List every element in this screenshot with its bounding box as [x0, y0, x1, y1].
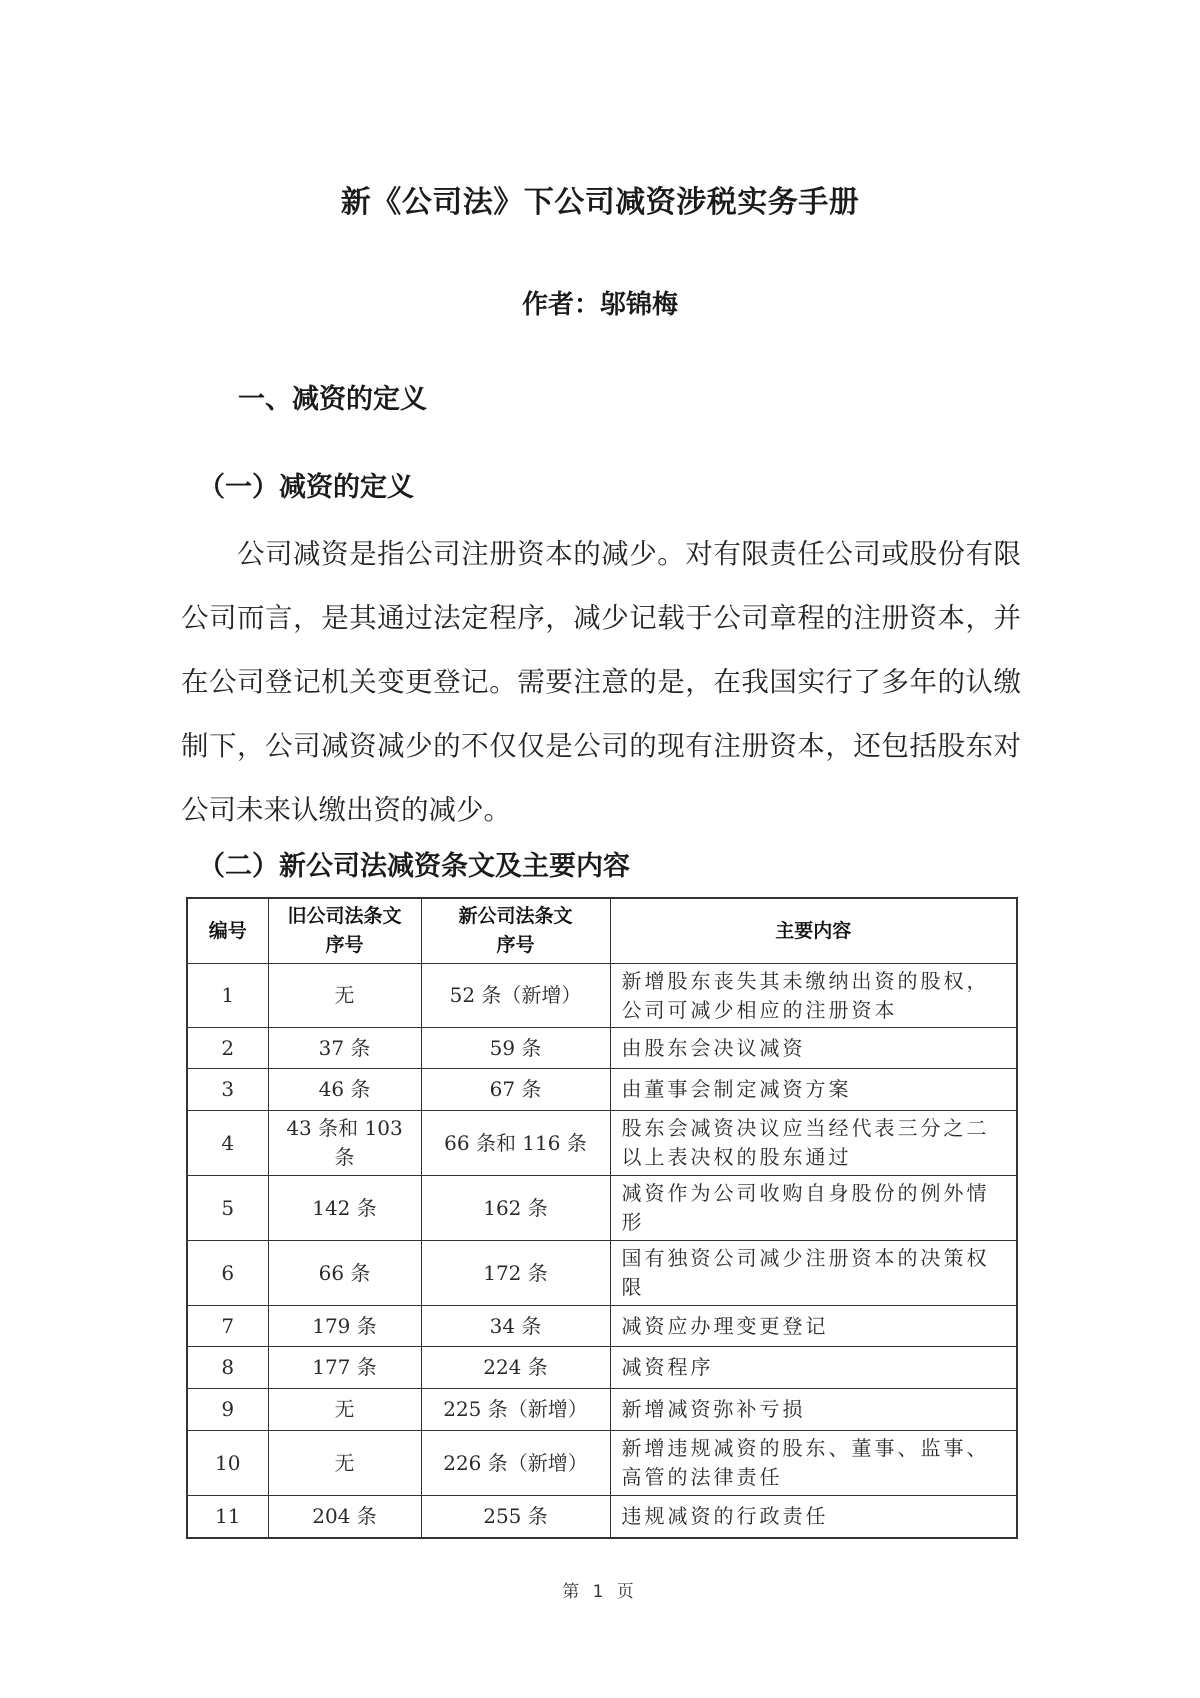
header-new-article: [421, 898, 610, 964]
table-row: [187, 964, 1017, 1028]
cell-no: 2: [187, 1028, 268, 1069]
subsection-heading-definition: （一）减资的定义: [198, 472, 414, 503]
cell-old: 37 条: [268, 1028, 421, 1069]
table-row: [187, 1069, 1017, 1111]
cell-content: 由董事会制定减资方案: [610, 1069, 1017, 1111]
cell-content: 新增股东丧失其未缴纳出资的股权，公司可减少相应的注册资本: [610, 964, 1017, 1028]
cell-content: 股东会减资决议应当经代表三分之二以上表决权的股东通过: [610, 1111, 1017, 1176]
table-row: [187, 1176, 1017, 1241]
cell-no: 1: [187, 964, 268, 1028]
cell-no: 6: [187, 1241, 268, 1306]
cell-new: 226 条（新增）: [421, 1431, 610, 1496]
table-row: [187, 1389, 1017, 1431]
cell-no: 11: [187, 1496, 268, 1538]
table-row: [187, 1241, 1017, 1306]
cell-new: 162 条: [421, 1176, 610, 1241]
header-no: 编号: [187, 898, 268, 964]
cell-content: 由股东会决议减资: [610, 1028, 1017, 1069]
cell-content: 减资程序: [610, 1347, 1017, 1389]
cell-new: 34 条: [421, 1306, 610, 1347]
cell-content: 新增减资弥补亏损: [610, 1389, 1017, 1431]
table-row: [187, 1496, 1017, 1538]
cell-content: 违规减资的行政责任: [610, 1496, 1017, 1538]
cell-old: 无: [268, 964, 421, 1028]
cell-content: 减资应办理变更登记: [610, 1306, 1017, 1347]
cell-old: 177 条: [268, 1347, 421, 1389]
subsection-heading-articles: （二）新公司法减资条文及主要内容: [198, 851, 630, 882]
page-number: 第 1 页: [562, 1582, 638, 1602]
document-title: 新《公司法》下公司减资涉税实务手册: [340, 185, 860, 220]
cell-old: 无: [268, 1389, 421, 1431]
table-row: [187, 1111, 1017, 1176]
table-row: [187, 1028, 1017, 1069]
table-row: [187, 1347, 1017, 1389]
cell-no: 9: [187, 1389, 268, 1431]
cell-old: 43 条和 103 条: [268, 1111, 421, 1176]
header-old-article: [268, 898, 421, 964]
cell-new: 224 条: [421, 1347, 610, 1389]
cell-new: 67 条: [421, 1069, 610, 1111]
cell-content: 新增违规减资的股东、董事、监事、高管的法律责任: [610, 1431, 1017, 1496]
header-new-line2: 序号: [496, 934, 535, 956]
cell-content: 减资作为公司收购自身股份的例外情形: [610, 1176, 1017, 1241]
table-row: [187, 1306, 1017, 1347]
cell-old: 46 条: [268, 1069, 421, 1111]
header-new-line1: 新公司法条文: [458, 905, 573, 927]
articles-table: [186, 897, 1018, 1539]
table-row: [187, 1431, 1017, 1496]
table-header-row: [187, 898, 1017, 964]
document-author: 作者：邬锦梅: [521, 290, 678, 320]
section-heading-definition: 一、减资的定义: [238, 384, 427, 415]
cell-new: 59 条: [421, 1028, 610, 1069]
cell-new: 225 条（新增）: [421, 1389, 610, 1431]
cell-old: 204 条: [268, 1496, 421, 1538]
cell-old: 66 条: [268, 1241, 421, 1306]
cell-no: 8: [187, 1347, 268, 1389]
cell-no: 5: [187, 1176, 268, 1241]
cell-new: 66 条和 116 条: [421, 1111, 610, 1176]
cell-no: 4: [187, 1111, 268, 1176]
definition-paragraph: 公司减资是指公司注册资本的减少。对有限责任公司或股份有限公司而言，是其通过法定程序，减少记载于公司章程的注册资本，并在公司登记机关变更登记。需要注意的是，在我国实行了多年的认缴制下，公司减资减少的不仅仅是公司的现有注册资本，还包括股东对公司未来认缴出资的减少。: [181, 538, 1021, 826]
header-content: 主要内容: [610, 898, 1017, 964]
header-old-line2: 序号: [325, 934, 364, 956]
cell-no: 10: [187, 1431, 268, 1496]
cell-new: 172 条: [421, 1241, 610, 1306]
cell-new: 52 条（新增）: [421, 964, 610, 1028]
cell-old: 179 条: [268, 1306, 421, 1347]
cell-old: 无: [268, 1431, 421, 1496]
cell-old: 142 条: [268, 1176, 421, 1241]
cell-no: 3: [187, 1069, 268, 1111]
cell-new: 255 条: [421, 1496, 610, 1538]
header-old-line1: 旧公司法条文: [287, 905, 402, 927]
cell-no: 7: [187, 1306, 268, 1347]
cell-content: 国有独资公司减少注册资本的决策权限: [610, 1241, 1017, 1306]
